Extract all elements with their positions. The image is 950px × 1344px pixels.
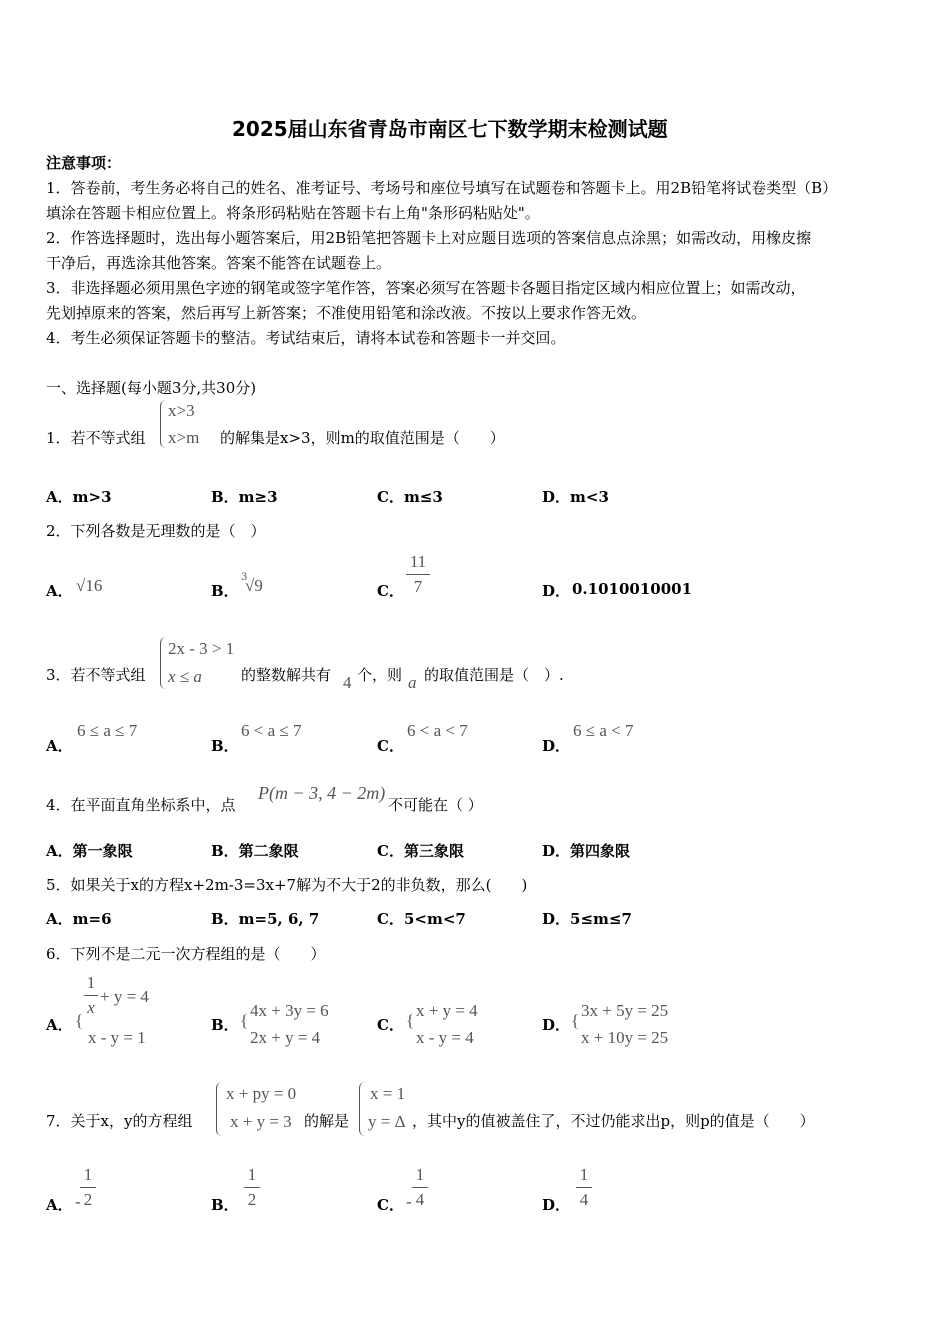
notice-line: 4．考生必须保证答题卡的整洁。考试结束后，请将本试卷和答题卡一并交回。 xyxy=(46,329,566,347)
q7-option-c-sign: - xyxy=(406,1192,412,1211)
q2-option-c-label[interactable]: C． xyxy=(377,582,404,600)
fraction-numerator: 1 xyxy=(86,973,96,992)
notice-heading: 注意事项： xyxy=(46,154,122,172)
question-2-stem: 2．下列各数是无理数的是（ ） xyxy=(46,522,266,540)
q2-option-d-value: 0.1010010001 xyxy=(572,580,693,598)
q7-solution-line: y = Δ xyxy=(368,1112,406,1131)
q5-option-c[interactable]: C．5<m<7 xyxy=(377,910,466,928)
q6-option-b-label[interactable]: B． xyxy=(211,1016,239,1034)
q7-option-d-label[interactable]: D． xyxy=(542,1196,571,1214)
q6-option-d-label[interactable]: D． xyxy=(542,1016,571,1034)
q3-option-b-value: 6 < a ≤ 7 xyxy=(241,721,302,740)
question-7-tail: ，其中y的值被盖住了，不过仍能求出p，则p的值是（ ） xyxy=(412,1112,815,1130)
notice-line: 干净后，再选涂其他答案。答案不能答在试题卷上。 xyxy=(46,254,392,272)
question-1-tail: 的解集是x>3，则m的取值范围是（ ） xyxy=(220,429,505,447)
q7-option-a-fraction xyxy=(80,1165,96,1210)
fraction-denominator: 4 xyxy=(579,1190,589,1209)
question-1-stem: 1．若不等式组 xyxy=(46,429,146,447)
fraction-numerator: 1 xyxy=(247,1165,257,1184)
fraction-denominator: 2 xyxy=(83,1190,93,1209)
q1-option-c[interactable]: C．m≤3 xyxy=(377,488,443,506)
q2-option-b-label[interactable]: B． xyxy=(211,582,239,600)
q5-option-b[interactable]: B．m=5, 6, 7 xyxy=(211,910,320,928)
fraction-bar xyxy=(84,995,98,996)
q2-option-d-label[interactable]: D． xyxy=(542,582,571,600)
q2-option-c-fraction xyxy=(406,552,430,597)
fraction-denominator: 7 xyxy=(413,577,423,596)
fraction-numerator: 1 xyxy=(415,1165,425,1184)
q6-option-c-line2: x - y = 4 xyxy=(416,1028,474,1047)
q3-option-c-value: 6 < a < 7 xyxy=(407,721,468,740)
q3-count: 4 xyxy=(343,673,352,692)
q7-option-b-label[interactable]: B． xyxy=(211,1196,239,1214)
q4-point: P(m − 3, 4 − 2m) xyxy=(258,783,386,803)
q3-option-b-label[interactable]: B． xyxy=(211,737,239,755)
q7-system-line: x + py = 0 xyxy=(226,1084,297,1103)
q2-option-a-label[interactable]: A． xyxy=(46,582,73,600)
q2-option-a-value: √16 xyxy=(76,576,103,595)
fraction-numerator: 1 xyxy=(579,1165,589,1184)
q5-option-d[interactable]: D．5≤m≤7 xyxy=(542,910,632,928)
notice-line: 先划掉原来的答案，然后再写上新答案；不准使用铅笔和涂改液。不按以上要求作答无效。 xyxy=(46,304,647,322)
q6-option-d-line1: 3x + 5y = 25 xyxy=(581,1001,669,1020)
q4-option-b[interactable]: B．第二象限 xyxy=(211,842,299,860)
q7-option-a-label[interactable]: A． xyxy=(46,1196,73,1214)
q6-option-b-brace: { xyxy=(240,1011,249,1030)
question-3-tail: 的取值范围是（ ）. xyxy=(424,666,564,684)
q1-system-line: x>3 xyxy=(168,401,195,420)
q7-solution-brace xyxy=(359,1082,368,1136)
fraction-denominator: 4 xyxy=(415,1190,425,1209)
q7-system-brace xyxy=(216,1082,225,1136)
q3-option-a-label[interactable]: A． xyxy=(46,737,73,755)
q1-option-b[interactable]: B．m≥3 xyxy=(211,488,278,506)
question-3-mid: 的整数解共有 xyxy=(241,666,332,684)
q6-option-a-fraction xyxy=(84,973,98,1018)
q6-option-b-line2: 2x + y = 4 xyxy=(250,1028,321,1047)
q4-option-a[interactable]: A．第一象限 xyxy=(46,842,133,860)
fraction-numerator: 1 xyxy=(83,1165,93,1184)
q3-system-line: x ≤ a xyxy=(168,667,202,686)
q6-option-b-line1: 4x + 3y = 6 xyxy=(250,1001,329,1020)
q3-option-d-label[interactable]: D． xyxy=(542,737,571,755)
q4-option-d[interactable]: D．第四象限 xyxy=(542,842,631,860)
fraction-bar xyxy=(244,1187,260,1188)
fraction-bar xyxy=(406,574,430,575)
question-4-stem: 4．在平面直角坐标系中，点 xyxy=(46,796,236,814)
question-3-mid2: 个，则 xyxy=(357,666,403,684)
question-3-stem: 3．若不等式组 xyxy=(46,666,146,684)
fraction-bar xyxy=(576,1187,592,1188)
q3-system-line: 2x - 3 > 1 xyxy=(168,639,235,658)
q3-option-c-label[interactable]: C． xyxy=(377,737,404,755)
q6-option-d-line2: x + 10y = 25 xyxy=(581,1028,669,1047)
q6-option-d-brace: { xyxy=(571,1011,580,1030)
q6-option-c-line1: x + y = 4 xyxy=(416,1001,478,1020)
question-5-stem: 5．如果关于x的方程x+2m-3=3x+7解为不大于2的非负数，那么( ) xyxy=(46,876,528,894)
q6-option-a-brace: { xyxy=(75,1011,84,1030)
question-7-mid: 的解是 xyxy=(304,1112,350,1130)
notice-line: 填涂在答题卡相应位置上。将条形码粘贴在答题卡右上角"条形码粘贴处"。 xyxy=(46,204,540,222)
q5-option-a[interactable]: A．m=6 xyxy=(46,910,112,928)
q3-option-a-value: 6 ≤ a ≤ 7 xyxy=(77,721,138,740)
q7-option-c-fraction xyxy=(412,1165,428,1210)
notice-line: 2．作答选择题时，选出每小题答案后，用2B铅笔把答题卡上对应题目选项的答案信息点涂黑；如需改动，用橡皮擦 xyxy=(46,229,812,247)
q3-variable: a xyxy=(408,673,417,692)
q7-option-c-label[interactable]: C． xyxy=(377,1196,404,1214)
q7-system-line: x + y = 3 xyxy=(230,1112,292,1131)
notice-line: 3．非选择题必须用黑色字迹的钢笔或签字笔作答，答案必须写在答题卡各题目指定区域内相应位置上；如需改动， xyxy=(46,279,806,297)
q7-option-d-fraction xyxy=(576,1165,592,1210)
q6-option-c-label[interactable]: C． xyxy=(377,1016,404,1034)
q6-option-a-line2: x - y = 1 xyxy=(88,1028,146,1047)
q7-option-a-sign: - xyxy=(75,1192,81,1211)
fraction-bar xyxy=(80,1187,96,1188)
fraction-bar xyxy=(412,1187,428,1188)
q1-option-d[interactable]: D．m<3 xyxy=(542,488,609,506)
question-6-stem: 6．下列不是二元一次方程组的是（ ） xyxy=(46,945,326,963)
q6-option-a-label[interactable]: A． xyxy=(46,1016,73,1034)
q6-option-c-brace: { xyxy=(406,1011,415,1030)
q1-option-a[interactable]: A．m>3 xyxy=(46,488,112,506)
q4-option-c[interactable]: C．第三象限 xyxy=(377,842,464,860)
question-7-stem: 7．关于x，y的方程组 xyxy=(46,1112,193,1130)
q6-option-a-line1: + y = 4 xyxy=(100,987,149,1006)
section-heading: 一、选择题(每小题3分,共30分) xyxy=(46,379,257,397)
q2-option-b-value: √9 xyxy=(245,576,263,595)
q2-option-b-index: 3 xyxy=(241,572,248,583)
q7-solution-line: x = 1 xyxy=(370,1084,406,1103)
q3-option-d-value: 6 ≤ a < 7 xyxy=(573,721,634,740)
q1-system-line: x>m xyxy=(168,428,200,447)
question-4-tail: 不可能在（ ） xyxy=(388,796,483,814)
fraction-numerator: 11 xyxy=(409,552,427,571)
fraction-denominator: x xyxy=(87,998,95,1017)
fraction-denominator: 2 xyxy=(247,1190,257,1209)
page-title: 2025届山东省青岛市南区七下数学期末检测试题 xyxy=(232,117,668,141)
notice-line: 1．答卷前，考生务必将自己的姓名、准考证号、考场号和座位号填写在试题卷和答题卡上。用2B铅笔将试卷类型（B） xyxy=(46,179,838,197)
q7-option-b-fraction xyxy=(244,1165,260,1210)
